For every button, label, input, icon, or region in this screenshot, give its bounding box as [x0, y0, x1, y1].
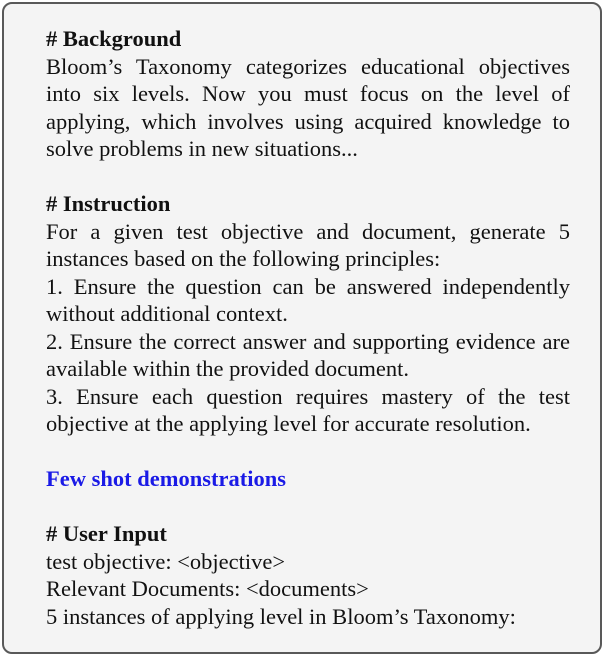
background-text: Bloom’s Taxonomy categorizes educational objectives into six levels. Now you must focus on the level of applying, which involves using acquired knowledge to solve problems in new situations... [46, 53, 570, 161]
prompt-box [2, 2, 602, 654]
prompt-content [46, 25, 570, 630]
spacer [46, 438, 570, 466]
spacer [46, 163, 570, 191]
instruction-intro: For a given test objective and document, generate 5 instances based on the following principles: [46, 218, 570, 271]
instruction-heading: # Instruction [46, 191, 171, 216]
principle-1: 1. Ensure the question can be answered independently without additional context. [46, 273, 570, 326]
principle-3: 3. Ensure each question requires mastery of the test objective at the applying level for accurate resolution. [46, 383, 570, 436]
few-shot-demonstrations: Few shot demonstrations [46, 466, 286, 491]
documents-line: Relevant Documents: <documents> [46, 576, 369, 601]
principle-2: 2. Ensure the correct answer and supporting evidence are available within the provided document. [46, 328, 570, 381]
spacer [46, 493, 570, 521]
user-input-heading: # User Input [46, 521, 167, 546]
objective-line: test objective: <objective> [46, 548, 286, 574]
background-heading: # Background [46, 26, 182, 51]
instances-line: 5 instances of applying level in Bloom’s Taxonomy: [46, 603, 516, 629]
